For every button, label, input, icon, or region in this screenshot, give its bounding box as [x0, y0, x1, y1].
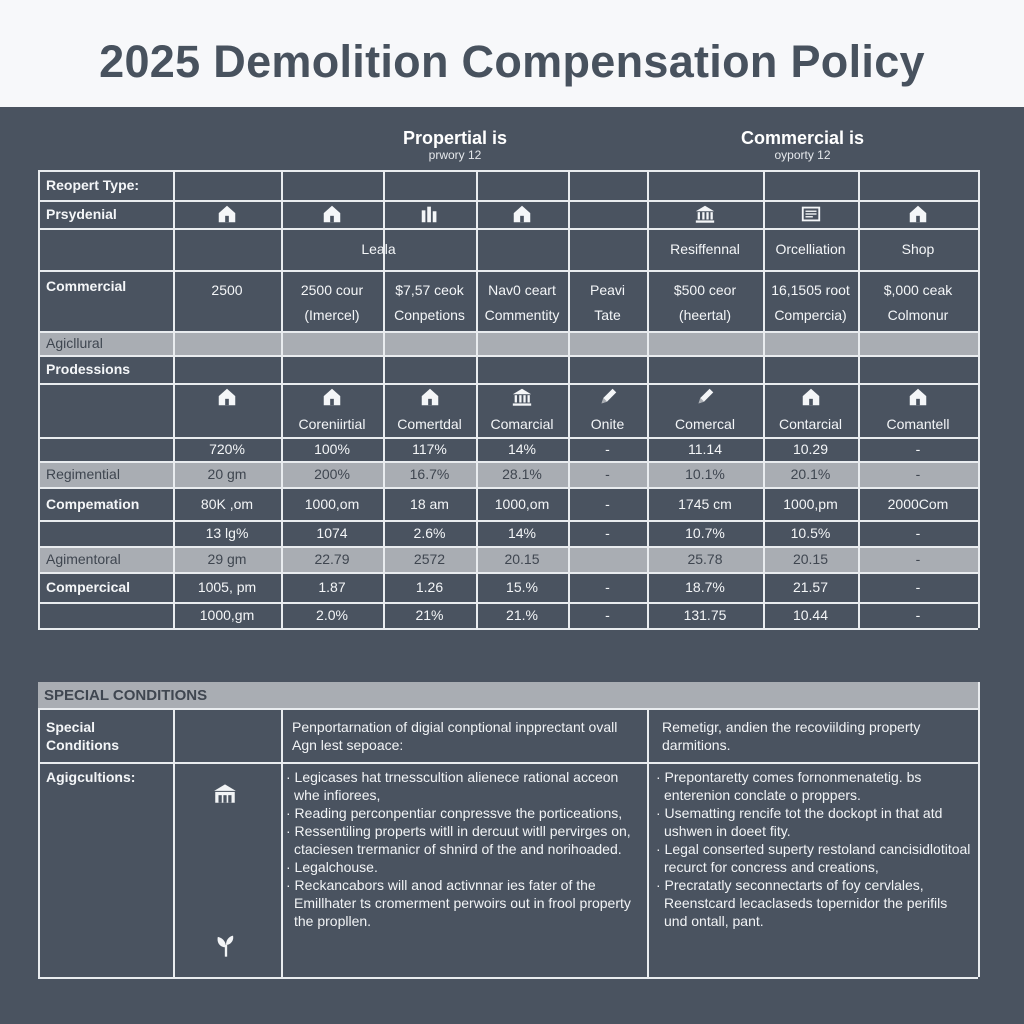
compercical-subvalue: 21.%: [506, 607, 538, 623]
group-left-subtitle: prwory 12: [428, 148, 482, 162]
commercial-value: $500 ceor: [673, 282, 737, 298]
compensation-subvalue: 14%: [507, 525, 537, 541]
special-conditions-heading: SPECIAL CONDITIONS: [44, 686, 208, 704]
special-mid-intro: Penportarnation of digial conptional inpprectant ovall Agn lest sepoace:: [292, 719, 618, 753]
property-type-label: Shop: [901, 241, 935, 257]
row-label-professions: Prodessions: [46, 361, 131, 377]
grid-line: [38, 762, 978, 764]
percent-value: 11.14: [688, 441, 722, 457]
row-label-compensation: Compemation: [46, 495, 140, 512]
compercical-subvalue: 1000,gm: [199, 607, 255, 623]
property-type-label: Orcelliation: [775, 241, 846, 257]
pencil-icon: [647, 383, 763, 410]
list-item: · Prepontaretty comes fornonmenatetig. bs enterenion conclate o proppers.: [656, 769, 922, 803]
house-icon: [858, 200, 978, 228]
list-item: · Reckancabors will anod activnnar ies fater of the Emillhater ts cromerment perwoirs out in frool property the propllen.: [286, 877, 631, 929]
regimential-value: 10.1%: [685, 466, 725, 482]
house-icon: [281, 200, 383, 228]
commercial-subvalue: Conpetions: [394, 307, 465, 323]
agimentoral-value: 22.79: [314, 551, 350, 567]
commercial-value: 16,1505 root: [771, 282, 850, 298]
agimentoral-value: 29 gm: [207, 551, 247, 567]
compensation-subvalue: 10.7%: [685, 525, 725, 541]
grid-line: [38, 270, 978, 272]
house-icon: [173, 200, 281, 228]
compercical-value: -: [915, 579, 921, 595]
property-type-label: Leala: [361, 241, 396, 257]
compensation-subvalue: -: [915, 525, 921, 541]
compercical-value: 1.26: [415, 579, 444, 595]
compensation-subvalue: 1074: [316, 525, 348, 541]
compercical-value: 1005, pm: [197, 579, 257, 595]
compercical-subvalue: 2.0%: [316, 607, 348, 623]
grid-line: [38, 977, 978, 979]
compercical-subvalue: 131.75: [683, 607, 727, 623]
compercical-subvalue: -: [915, 607, 921, 623]
list-item: · Reading perconpentiar conpressve the porticeations,: [286, 805, 623, 821]
list-item: · Legalchouse.: [286, 859, 378, 875]
grid-line: [38, 708, 978, 710]
percent-value: 117%: [412, 441, 447, 457]
regimential-value: 20 gm: [207, 466, 247, 482]
compercical-value: 1.87: [318, 579, 346, 595]
special-right-list: [656, 768, 974, 930]
percent-value: 14%: [507, 441, 537, 457]
row-label-commercial: Commercial: [46, 278, 127, 294]
group-right-subtitle: oyporty 12: [774, 148, 831, 162]
grid-line: [38, 170, 978, 172]
agimentoral-value: 20.15: [504, 551, 540, 567]
regimential-value: 16.7%: [409, 466, 450, 482]
compercical-value: 21.57: [792, 579, 829, 595]
barn-icon: [200, 778, 250, 808]
commercial-subvalue: Compercia): [774, 307, 847, 323]
grid-line: [281, 682, 283, 977]
grid-line: [38, 628, 978, 630]
category-label: Comertdal: [397, 415, 462, 432]
bank-icon: [647, 200, 763, 228]
compensation-subvalue: 10.5%: [790, 525, 831, 541]
house-icon: [858, 383, 978, 410]
percent-value: 100%: [314, 441, 350, 457]
compensation-value: 1745 cm: [678, 495, 732, 512]
plant-icon: [206, 930, 246, 960]
grid-line: [38, 682, 40, 977]
list-item: · Usematting rencife tot the dockopt in that atd ushwen in doeet fity.: [656, 805, 943, 839]
regimential-value: 28.1%: [502, 466, 542, 482]
compensation-subvalue: 13 lg%: [205, 525, 249, 541]
grid-line: [647, 682, 649, 977]
compercical-subvalue: -: [605, 607, 610, 623]
compensation-value: 18 am: [410, 495, 449, 512]
special-conditions-label: Special Conditions: [46, 719, 120, 753]
commercial-subvalue: Colmonur: [887, 307, 949, 323]
grid-line: [38, 331, 978, 333]
agimentoral-value: -: [915, 551, 921, 567]
category-label: Onite: [590, 415, 625, 432]
buildings-icon: [383, 200, 476, 228]
agricultions-label: Agigcultions:: [46, 769, 136, 785]
commercial-value: Nav0 ceart: [488, 282, 556, 298]
commercial-value: $7,57 ceok: [395, 282, 464, 298]
grid-line: [978, 682, 980, 977]
category-label: Comercal: [675, 415, 735, 432]
regimential-value: -: [605, 466, 610, 482]
list-item: · Legal conserted superty restoland cancisidlotitoal recurct for concress and creations,: [656, 841, 971, 875]
row-label-agimentoral: Agimentoral: [46, 551, 121, 567]
special-mid-list: [286, 768, 642, 930]
compensation-value: 1000,om: [494, 495, 550, 512]
percent-value: 720%: [209, 441, 245, 457]
commercial-subvalue: (Imercel): [304, 307, 360, 323]
grid-line: [38, 355, 978, 357]
category-label: Coreniirtial: [298, 415, 366, 432]
category-label: Comantell: [886, 415, 950, 432]
compensation-value: 80K ,om: [200, 495, 254, 512]
compensation-subvalue: 2.6%: [413, 525, 446, 541]
percent-value: 10.29: [792, 441, 829, 457]
commercial-value: Peavi: [589, 282, 626, 298]
compensation-value: -: [605, 495, 610, 512]
compercical-subvalue: 21%: [415, 607, 444, 623]
compensation-subvalue: -: [605, 525, 610, 541]
house-icon: [476, 200, 568, 228]
page-title: 2025 Demolition Compensation Policy: [99, 36, 925, 87]
agimentoral-value: 2572: [413, 551, 446, 567]
group-left-title: Propertial is: [402, 128, 508, 148]
commercial-subvalue: (heertal): [678, 307, 732, 323]
house-icon: [383, 383, 476, 410]
commercial-subvalue: Tate: [594, 307, 621, 323]
commercial-value: 2500 cour: [300, 282, 364, 298]
compensation-value: 1000,pm: [783, 495, 838, 512]
row-label-property-type: Reopert Type:: [46, 177, 140, 193]
group-right-title: Commercial is: [740, 128, 865, 148]
row-label-agricultural: Agicllural: [46, 335, 103, 351]
row-label-regimential: Regimential: [46, 466, 120, 482]
special-right-intro: Remetigr, andien the recoviilding property darmitions.: [662, 719, 921, 753]
regimential-value: 20.1%: [790, 466, 831, 482]
pencil-icon: [568, 383, 647, 410]
category-label: Contarcial: [778, 415, 843, 432]
house-icon: [173, 383, 281, 410]
document-icon: [763, 200, 858, 228]
list-item: · Ressentiling properts witll in dercuut witll pervirges on, ctaciesen trermanicr of shnird of the and norihoaded.: [286, 823, 631, 857]
compercical-value: 18.7%: [685, 579, 725, 595]
house-icon: [763, 383, 858, 410]
bank-icon: [476, 383, 568, 410]
list-item: · Precratatly seconnectarts of foy cervlales, Reenstcard lecaclaseds topernidor the perifils und ontall, pant.: [656, 877, 948, 929]
agimentoral-value: 20.15: [792, 551, 829, 567]
regimential-value: -: [915, 466, 921, 482]
shaded-band: [38, 331, 978, 355]
percent-value: -: [915, 441, 921, 457]
compensation-value: 2000Com: [887, 495, 949, 512]
house-icon: [281, 383, 383, 410]
commercial-value: 2500: [211, 282, 243, 298]
agimentoral-value: 25.78: [687, 551, 723, 567]
regimential-value: 200%: [314, 466, 350, 482]
category-label: Comarcial: [490, 415, 554, 432]
grid-line: [173, 682, 175, 977]
percent-value: -: [605, 441, 610, 457]
compercical-subvalue: 10.44: [792, 607, 829, 623]
commercial-subvalue: Commentity: [484, 307, 560, 323]
compercical-value: 15.%: [506, 579, 538, 595]
compercical-value: -: [605, 579, 610, 595]
list-item: · Legicases hat trnesscultion alienece rational acceon whe infiorees,: [286, 769, 619, 803]
commercial-value: $,000 ceak: [883, 282, 953, 298]
row-label-prsydenial: Prsydenial: [46, 206, 117, 222]
row-label-compercical: Compercical: [46, 579, 131, 595]
compensation-value: 1000,om: [304, 495, 360, 512]
grid-line: [978, 170, 980, 628]
property-type-label: Resiffennal: [670, 241, 740, 257]
